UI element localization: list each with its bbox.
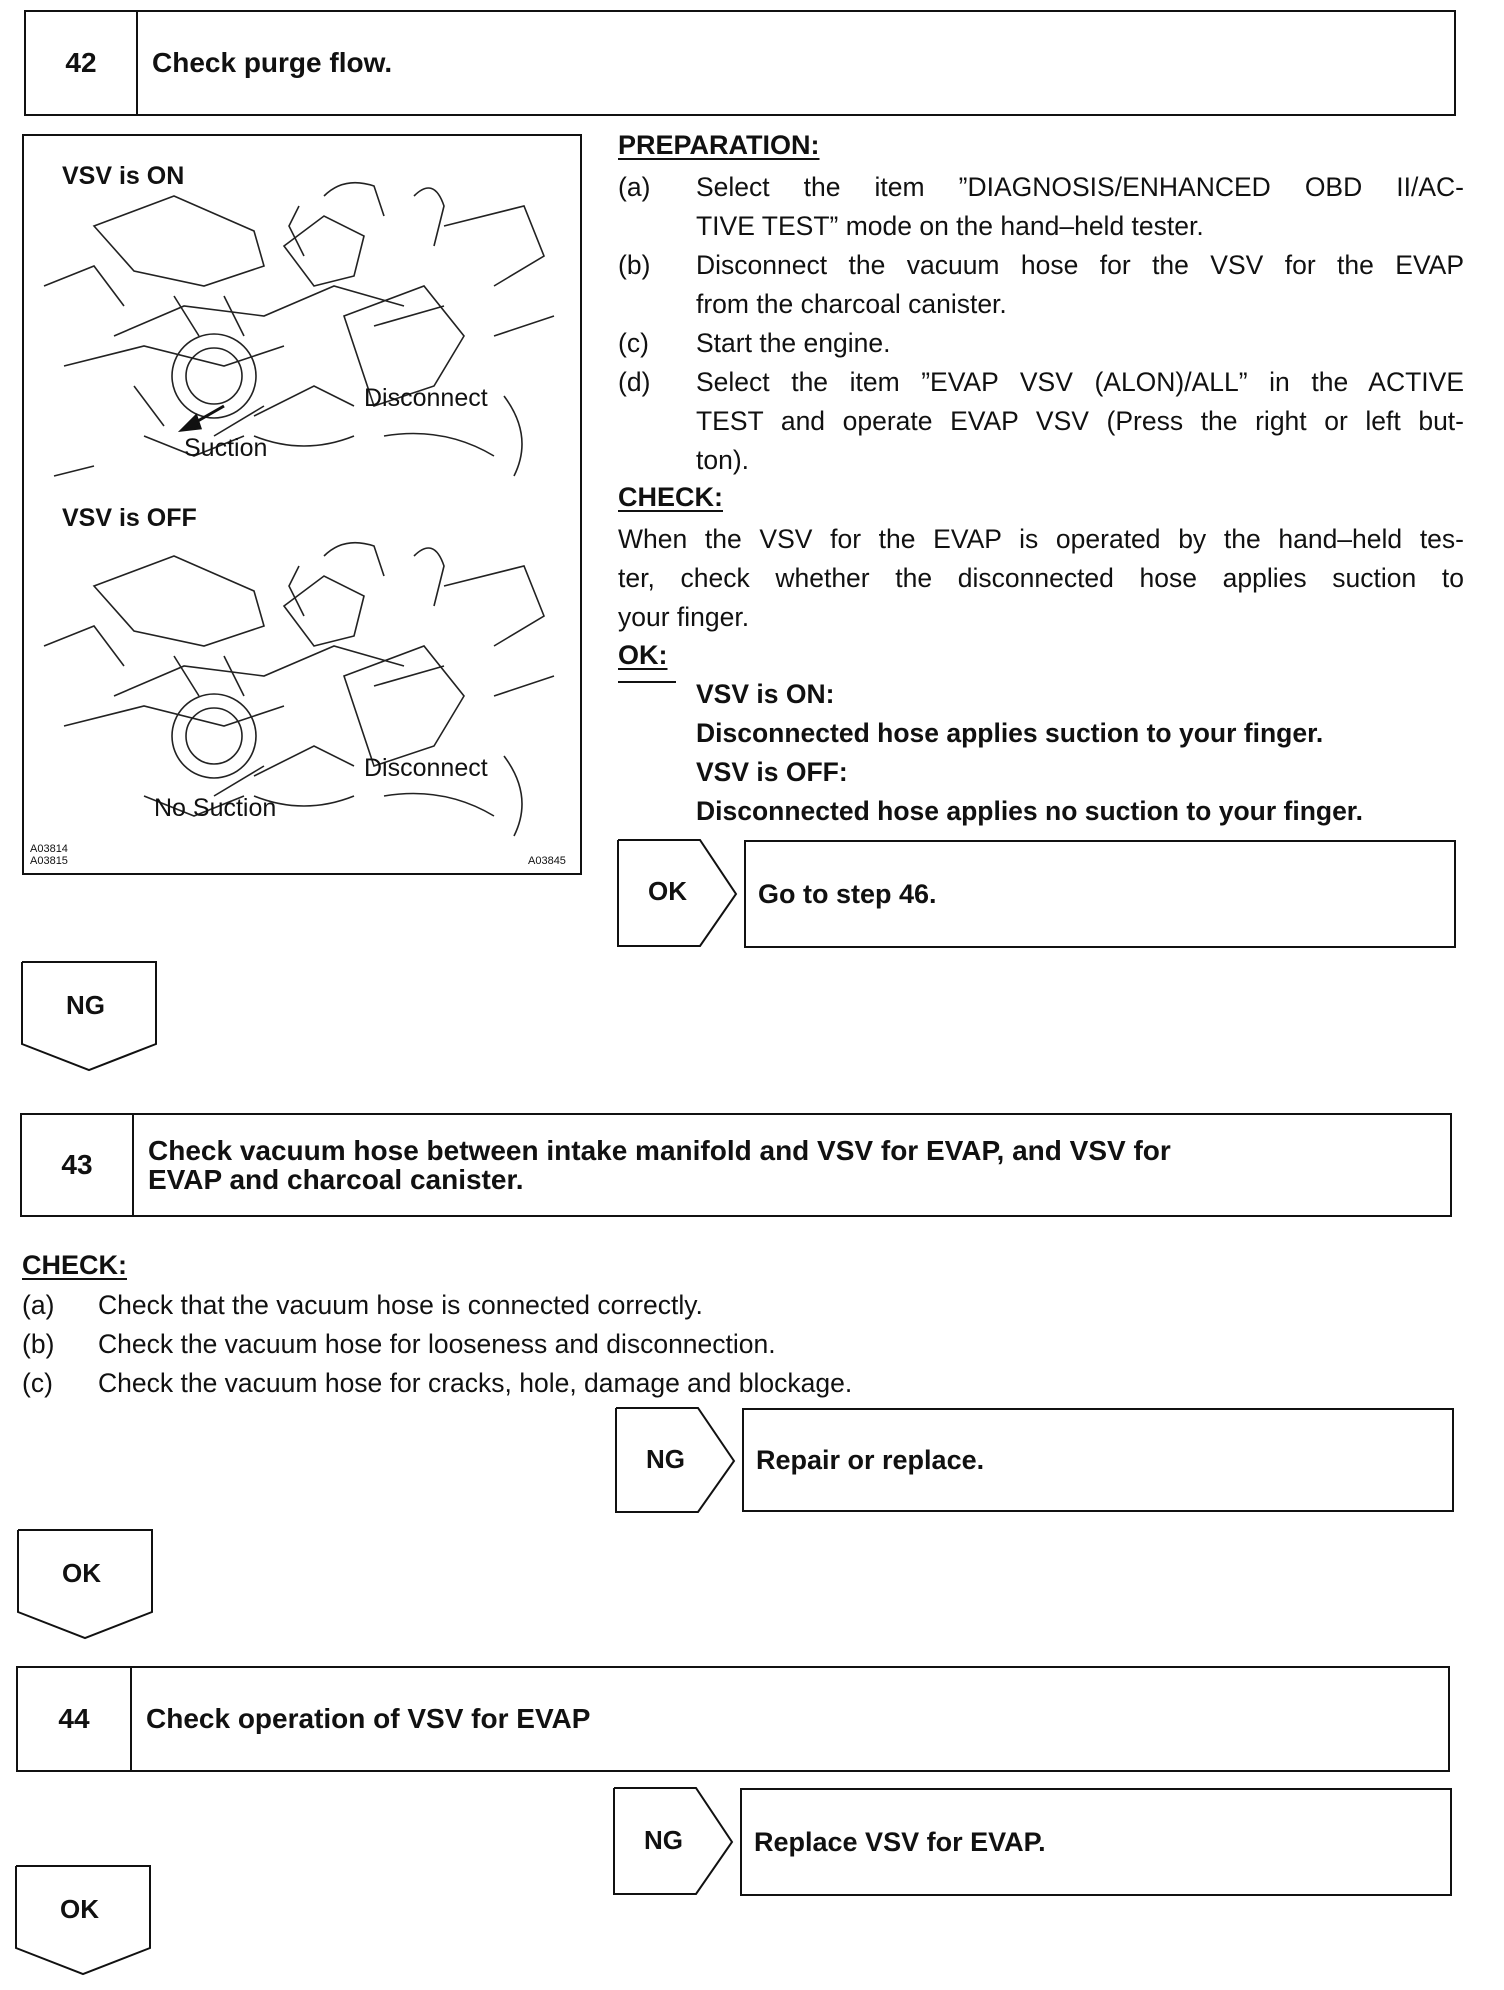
check-paragraph xyxy=(618,520,1464,637)
step-number: 42 xyxy=(26,12,138,114)
item-line: ton). xyxy=(696,445,750,475)
item-line: Select the item ”DIAGNOSIS/ENHANCED OBD II/AC- xyxy=(696,172,1464,202)
check-label: CHECK: xyxy=(22,1250,127,1280)
label-vsv-on: VSV is ON xyxy=(62,162,185,190)
result-tag: NG xyxy=(646,1444,685,1474)
item-text: Check the vacuum hose for looseness and disconnection. xyxy=(98,1329,776,1359)
prep-item-c xyxy=(618,324,1464,364)
item-line: Disconnect the vacuum hose for the VSV for the EVAP xyxy=(696,250,1464,280)
result-tag: NG xyxy=(644,1825,683,1855)
item-marker: (b) xyxy=(22,1329,55,1359)
step-43-header xyxy=(20,1113,1452,1217)
result-box: Replace VSV for EVAP. xyxy=(740,1788,1452,1896)
item-text: Check that the vacuum hose is connected correctly. xyxy=(98,1290,703,1320)
check-item-b xyxy=(22,1325,1022,1365)
item-text: Check the vacuum hose for cracks, hole, damage and blockage. xyxy=(98,1368,853,1398)
ok-line: Disconnected hose applies suction to your finger. xyxy=(696,718,1324,748)
para-line: When the VSV for the EVAP is operated by the hand–held tes- xyxy=(618,524,1464,554)
check-item-a xyxy=(22,1286,1022,1326)
item-marker: (d) xyxy=(618,367,651,397)
ok-line: VSV is ON: xyxy=(696,679,835,709)
title-line: Check vacuum hose between intake manifold and VSV for EVAP, and VSV for xyxy=(148,1134,1171,1166)
step-number: 43 xyxy=(22,1115,134,1215)
para-line: your finger. xyxy=(618,602,750,632)
item-marker: (c) xyxy=(618,328,649,358)
item-line: from the charcoal canister. xyxy=(696,289,1007,319)
flow-tag: OK xyxy=(60,1894,99,1924)
ok-line: VSV is OFF: xyxy=(696,757,848,787)
label-vsv-off: VSV is OFF xyxy=(62,504,197,532)
item-line: TIVE TEST” mode on the hand–held tester. xyxy=(696,211,1204,241)
check-label: CHECK: xyxy=(618,482,723,512)
title-line: EVAP and charcoal canister. xyxy=(148,1164,524,1195)
ok-line: Disconnected hose applies no suction to your finger. xyxy=(696,796,1364,826)
item-marker: (c) xyxy=(22,1368,53,1398)
prep-item-a xyxy=(618,168,1464,248)
prep-item-d xyxy=(618,363,1464,483)
figure-code-left-2: A03815 xyxy=(30,855,68,867)
result-box: Repair or replace. xyxy=(742,1408,1454,1512)
flow-tag: NG xyxy=(66,990,105,1020)
label-disconnect-top: Disconnect xyxy=(364,384,488,412)
result-tag: OK xyxy=(648,876,687,906)
item-marker: (a) xyxy=(22,1290,55,1320)
label-suction: Suction xyxy=(184,434,268,462)
step-44-header xyxy=(16,1666,1450,1772)
check-item-c xyxy=(22,1364,1022,1404)
figure-code-right: A03845 xyxy=(528,855,566,867)
step-42-header xyxy=(24,10,1456,116)
item-marker: (b) xyxy=(618,250,651,280)
preparation-label: PREPARATION: xyxy=(618,130,820,160)
item-line: Select the item ”EVAP VSV (ALON)/ALL” in the ACTIVE xyxy=(696,367,1464,397)
ok-label: OK: xyxy=(618,640,668,670)
label-disconnect-bottom: Disconnect xyxy=(364,754,488,782)
step-title: Check operation of VSV for EVAP xyxy=(146,1703,591,1735)
step-title xyxy=(134,1115,1171,1215)
step-number: 44 xyxy=(18,1668,132,1770)
result-box: Go to step 46. xyxy=(744,840,1456,948)
prep-item-b xyxy=(618,246,1464,326)
item-line: TEST and operate EVAP VSV (Press the right or left but- xyxy=(696,406,1464,436)
flow-tag: OK xyxy=(62,1558,101,1588)
item-marker: (a) xyxy=(618,172,651,202)
item-line: Start the engine. xyxy=(696,328,891,358)
ok-label-rule xyxy=(618,681,676,683)
label-no-suction: No Suction xyxy=(154,794,277,822)
para-line: ter, check whether the disconnected hose applies suction to xyxy=(618,563,1464,593)
figure-code-left-1: A03814 xyxy=(30,843,68,855)
engine-illustration xyxy=(22,134,582,875)
step-title: Check purge flow. xyxy=(152,47,393,79)
